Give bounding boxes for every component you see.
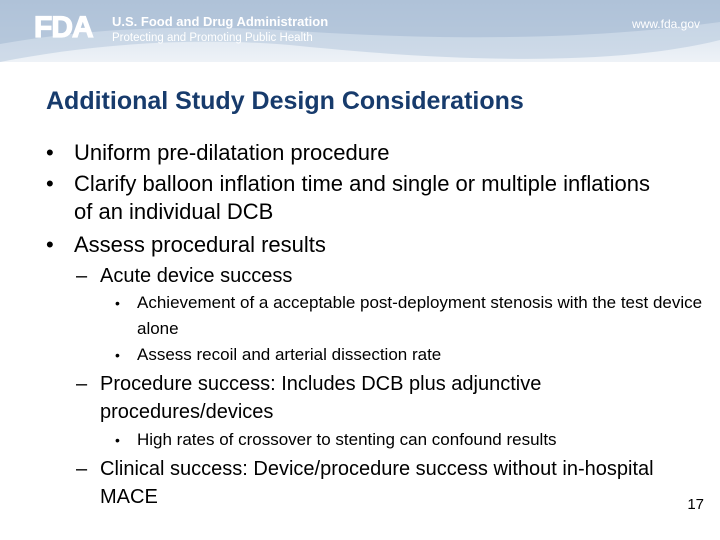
sub-bullet-text: Clinical success: Device/procedure success without in-hospital MACE xyxy=(100,458,654,508)
website-url: www.fda.gov xyxy=(631,17,700,31)
dash-marker: – xyxy=(76,373,88,395)
bullet-text: Uniform pre-dilatation procedure xyxy=(74,140,390,165)
sub-bullet-text: Procedure success: Includes DCB plus adjunctive procedures/devices xyxy=(100,373,542,423)
bullet-marker: • xyxy=(46,171,54,196)
bullet-text: Clarify balloon inflation time and single or multiple inflations of an individual DCB xyxy=(74,171,650,224)
organization-name: U.S. Food and Drug Administration xyxy=(112,14,329,29)
sub-sub-bullet-text: Achievement of a acceptable post-deployment stenosis with the test device alone xyxy=(137,293,703,338)
organization-tagline: Protecting and Promoting Public Health xyxy=(112,32,313,44)
sub-sub-bullet-text: High rates of crossover to stenting can confound results xyxy=(137,430,557,449)
slide-title: Additional Study Design Considerations xyxy=(46,87,524,115)
bullet-marker: • xyxy=(46,232,54,257)
sub-sub-bullet-text: Assess recoil and arterial dissection rate xyxy=(137,345,442,364)
sub-bullet-text: Acute device success xyxy=(100,265,293,287)
header-wave-decoration xyxy=(0,0,720,72)
bullet-marker: • xyxy=(46,140,54,165)
dash-marker: – xyxy=(76,265,88,287)
dash-marker: – xyxy=(76,458,88,480)
bullet-text: Assess procedural results xyxy=(74,232,326,257)
bullet-marker: • xyxy=(115,347,120,363)
page-number: 17 xyxy=(687,496,704,513)
bullet-marker: • xyxy=(115,295,120,311)
bullet-marker: • xyxy=(115,432,120,448)
header-banner xyxy=(0,0,720,62)
fda-logo: FDA xyxy=(34,11,93,44)
